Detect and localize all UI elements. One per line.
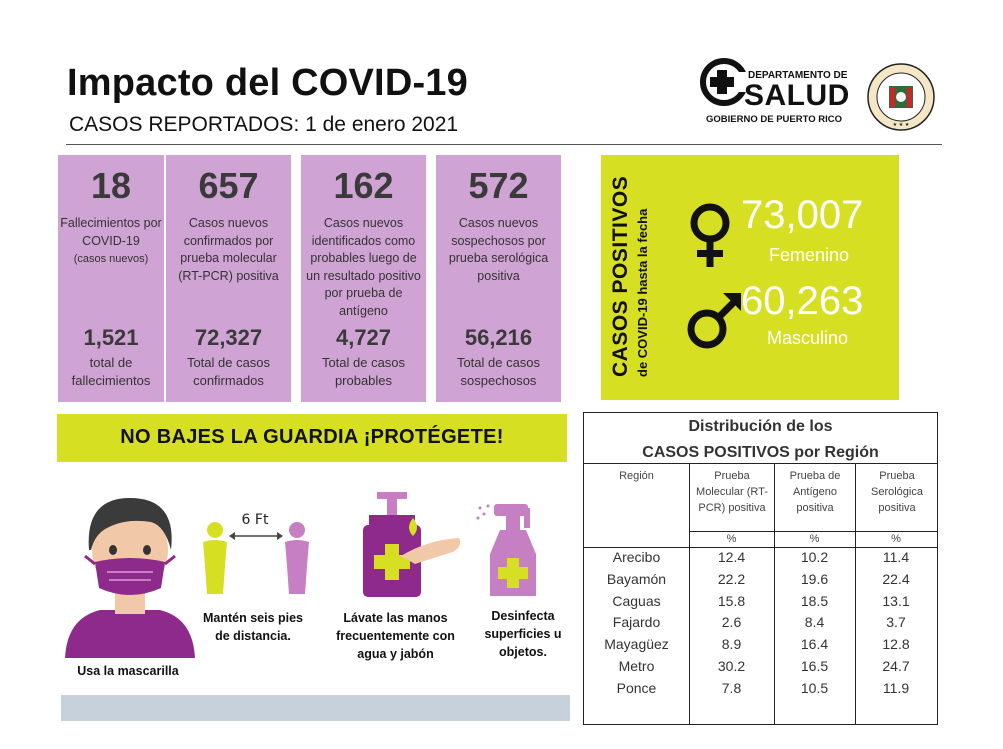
cell-serologica: 12.8 [882,636,910,653]
cell-antigeno: 16.4 [800,636,829,653]
cell-region: Fajardo [612,614,661,631]
cell-serologica: 24.7 [882,658,910,674]
cell-serologica: 13.1 [882,592,910,609]
stat-new-value: 162 [333,165,394,206]
cell-molecular: 15.8 [717,592,746,609]
tip-disinfect-caption: Desinfecta superficies u objetos. [484,609,562,659]
tip-mask-caption: Usa la mascarilla [77,664,179,678]
cell-serologica: 11.4 [882,549,910,565]
cell-molecular: 30.2 [717,658,746,674]
stat-total-label: total de fallecimientos [71,355,151,388]
cell-antigeno: 19.6 [800,570,829,587]
page-title: Impacto del COVID-19 [67,62,468,104]
handwash-icon [355,490,465,600]
stat-new-value: 18 [90,165,132,206]
logo-gov-text: GOBIERNO DE PUERTO RICO [706,114,843,125]
unit-label: % [809,533,820,545]
table-title-line1: Distribución de los [688,418,833,435]
cell-serologica: 22.4 [882,570,910,587]
stat-new-label: Casos nuevos confirmados por prueba molecular (RT-PCR) positiva [178,216,279,283]
mask-person-icon [55,488,205,658]
unit-label: % [726,533,737,545]
disinfect-spray-icon [470,498,550,598]
stat-card-fallecimientos [58,155,164,402]
cell-serologica: 11.9 [882,679,910,696]
stat-card-probables [301,155,426,402]
stat-card-sospechosos [436,155,561,402]
stat-new-sublabel: (casos nuevos) [73,253,149,265]
positive-cases-title: CASOS POSITIVOS [609,175,632,377]
cell-region: Arecibo [612,549,661,565]
stat-total-value: 56,216 [464,325,533,350]
stat-new-label: Fallecimientos por COVID-19 [60,216,162,248]
stat-total-label: Total de casos confirmados [186,355,271,388]
stat-new-label: Casos nuevos sospechosos por prueba serológica positiva [448,216,549,283]
cell-antigeno: 16.5 [800,658,829,674]
salud-logo-icon [700,58,748,106]
male-cases-label: Masculino [767,328,849,348]
positive-cases-subtitle: de COVID-19 hasta la fecha [635,208,650,377]
cell-molecular: 7.8 [721,679,742,696]
protect-banner-text: NO BAJES LA GUARDIA ¡PROTÉGETE! [120,426,504,448]
header-divider [66,144,942,145]
page-subtitle: CASOS REPORTADOS: 1 de enero 2021 [69,113,459,136]
table-title-line2: CASOS POSITIVOS por Región [642,444,879,461]
stat-total-value: 4,727 [335,325,392,350]
column-header-region: Región [619,470,654,482]
stat-total-value: 1,521 [83,325,139,350]
logo-salud-text: SALUD [744,79,850,112]
positive-cases-vertical-title [609,162,650,377]
cell-antigeno: 10.2 [800,549,829,565]
protect-banner [57,414,567,462]
cell-antigeno: 18.5 [800,592,829,609]
unit-label: % [891,533,901,545]
cell-region: Caguas [612,592,661,609]
stat-new-label: Casos nuevos identificados como probables luego de un resultado positivo por prueba de antígeno [306,216,421,318]
distance-sign-text: 6 Ft [241,512,269,528]
stat-card-confirmados [166,155,291,402]
puerto-rico-seal-icon [866,62,936,132]
stat-total-label: Total de casos probables [321,355,406,388]
social-distance-icon [195,508,325,598]
tip-distance-caption: Mantén seis pies de distancia. [202,611,304,643]
tip-wash-caption: Lávate las manos frecuentemente con agua y jabón [336,611,455,661]
footer-bar [61,695,570,721]
cell-antigeno: 8.4 [804,614,825,631]
stat-total-label: Total de casos sospechosos [456,355,541,388]
column-header-molecular: Prueba Molecular (RT-PCR) positiva [696,470,768,514]
cell-molecular: 22.2 [717,570,746,587]
female-cases-label: Femenino [769,245,850,265]
female-icon [687,203,733,269]
stat-new-value: 572 [468,165,529,206]
svg-text:★ ★ ★: ★ ★ ★ [892,122,910,128]
cell-region: Mayagüez [604,636,669,653]
stat-new-value: 657 [198,165,259,206]
positive-cases-panel [601,155,899,400]
region-distribution-table [583,412,938,725]
logo-dept-text: DEPARTAMENTO DE [748,70,848,81]
column-header-serologica: Prueba Serológica positiva [871,470,923,514]
column-header-antigeno: Prueba de Antígeno positiva [789,470,841,514]
male-icon [685,289,743,353]
cell-molecular: 8.9 [721,636,742,653]
female-cases-value: 73,007 [741,193,864,237]
cell-molecular: 12.4 [717,549,746,565]
stat-total-value: 72,327 [194,325,263,350]
cell-molecular: 2.6 [721,614,742,631]
cell-serologica: 3.7 [886,614,906,631]
cell-region: Metro [618,658,655,674]
male-cases-value: 60,263 [741,279,864,323]
cell-antigeno: 10.5 [800,679,829,696]
cell-region: Ponce [616,679,657,696]
cell-region: Bayamón [606,570,667,587]
